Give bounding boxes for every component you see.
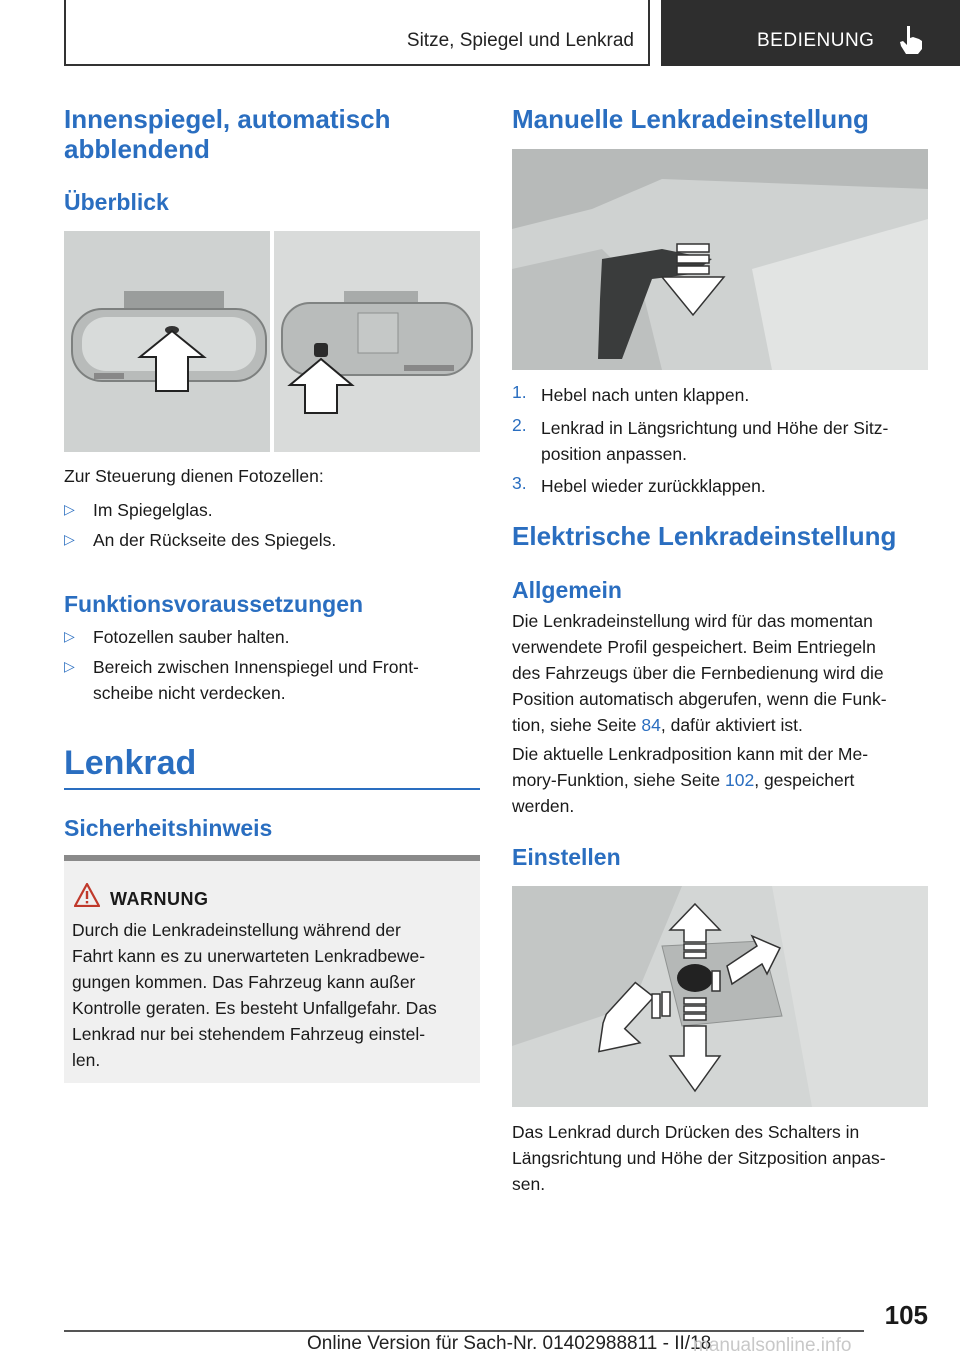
step-text: Hebel nach unten klappen. — [541, 385, 750, 405]
step-text: Hebel wieder zurückklappen. — [541, 476, 766, 496]
text-span: , dafür aktiviert ist. — [660, 715, 803, 735]
paragraph-line: Das Lenkrad durch Drücken des Schalters in — [512, 1122, 860, 1142]
list-item: Im Spiegelglas. — [93, 500, 213, 520]
chapter-divider — [64, 788, 480, 790]
list-item: An der Rückseite des Spiegels. — [93, 530, 337, 550]
footer-divider — [64, 1330, 864, 1332]
warning-line: Durch die Lenkradeinstellung während der — [72, 920, 401, 940]
paragraph-line — [512, 767, 928, 793]
warning-text — [72, 917, 476, 1073]
header-section-box — [64, 0, 650, 66]
step-number: 3. — [512, 473, 527, 493]
warning-line: len. — [72, 1050, 101, 1070]
safety-heading: Sicherheitshinweis — [64, 815, 273, 841]
overview-heading: Überblick — [64, 189, 169, 215]
header-chapter-title: BEDIENUNG — [757, 30, 875, 51]
overview-text: Zur Steuerung dienen Fotozellen: — [64, 466, 324, 486]
overview-bullet-list — [64, 497, 480, 557]
warning-line: Fahrt kann es zu unerwarteten Lenkradbewe- — [72, 946, 426, 966]
adjust-text — [512, 1119, 928, 1197]
step-number: 1. — [512, 382, 527, 402]
general-paragraph-1 — [512, 608, 928, 738]
requirements-heading: Funktionsvoraussetzungen — [64, 591, 364, 617]
bullet-triangle-icon: ▷ — [64, 501, 75, 517]
section-title-line: Innenspiegel, automatisch — [64, 104, 391, 134]
general-heading: Allgemein — [512, 577, 622, 603]
step-number: 2. — [512, 415, 527, 435]
bullet-triangle-icon: ▷ — [64, 658, 75, 674]
header-section-title: Sitze, Spiegel und Lenkrad — [406, 30, 634, 51]
manual-heading: Manuelle Lenkradeinstellung — [512, 104, 869, 134]
section-title-mirror — [64, 104, 480, 164]
steering-lever-photo — [512, 149, 928, 370]
step-text-continued: position anpassen. — [541, 444, 687, 464]
warning-line: Lenkrad nur bei stehendem Fahrzeug einstel- — [72, 1024, 426, 1044]
general-paragraph-2 — [512, 741, 928, 819]
mirror-photo — [64, 231, 480, 452]
warning-triangle-icon — [74, 883, 100, 907]
paragraph-line: verwendete Profil gespeichert. Beim Entriegeln — [512, 637, 876, 657]
paragraph-line: Position automatisch abgerufen, wenn die Funk- — [512, 689, 887, 709]
text-span: mory-Funktion, siehe Seite — [512, 770, 726, 790]
paragraph-line: Die Lenkradeinstellung wird für das momentan — [512, 611, 873, 631]
electric-heading: Elektrische Lenkradeinstellung — [512, 521, 897, 551]
warning-line: Kontrolle geraten. Es besteht Unfallgefahr. Das — [72, 998, 437, 1018]
bullet-triangle-icon: ▷ — [64, 531, 75, 547]
warning-line: gungen kommen. Das Fahrzeug kann außer — [72, 972, 416, 992]
requirements-bullet-list — [64, 624, 480, 714]
bullet-triangle-icon: ▷ — [64, 628, 75, 644]
paragraph-line: des Fahrzeugs über die Fernbedienung wird die — [512, 663, 884, 683]
list-item: Fotozellen sauber halten. — [93, 627, 290, 647]
paragraph-line: werden. — [512, 796, 575, 816]
steering-switch-photo — [512, 886, 928, 1107]
page-reference-link[interactable]: 84 — [641, 715, 661, 735]
paragraph-line — [512, 712, 928, 738]
header-chapter-box — [661, 0, 960, 66]
manual-steps-list — [512, 382, 928, 496]
footer-online-version: Online Version für Sach-Nr. 01402988811 - II/18 — [307, 1333, 712, 1354]
list-item: Bereich zwischen Innenspiegel und Front- — [93, 657, 419, 677]
text-span: , gespeichert — [754, 770, 855, 790]
warning-box — [64, 855, 480, 1083]
watermark: manualsonline.info — [693, 1335, 852, 1356]
page-reference-link[interactable]: 102 — [725, 770, 755, 790]
step-text: Lenkrad in Längsrichtung und Höhe der Sitz- — [541, 418, 889, 438]
adjust-heading: Einstellen — [512, 844, 621, 870]
page-number: 105 — [884, 1300, 928, 1330]
warning-title: WARNUNG — [110, 889, 209, 909]
chapter-title: Lenkrad — [64, 744, 197, 782]
text-span: tion, siehe Seite — [512, 715, 642, 735]
list-item-continued: scheibe nicht verdecken. — [93, 683, 286, 703]
pointing-hand-icon — [897, 24, 925, 56]
section-title-line: abblendend — [64, 134, 210, 164]
paragraph-line: Längsrichtung und Höhe der Sitzposition anpas- — [512, 1148, 886, 1168]
paragraph-line: sen. — [512, 1174, 546, 1194]
paragraph-line: Die aktuelle Lenkradposition kann mit der Me- — [512, 744, 869, 764]
